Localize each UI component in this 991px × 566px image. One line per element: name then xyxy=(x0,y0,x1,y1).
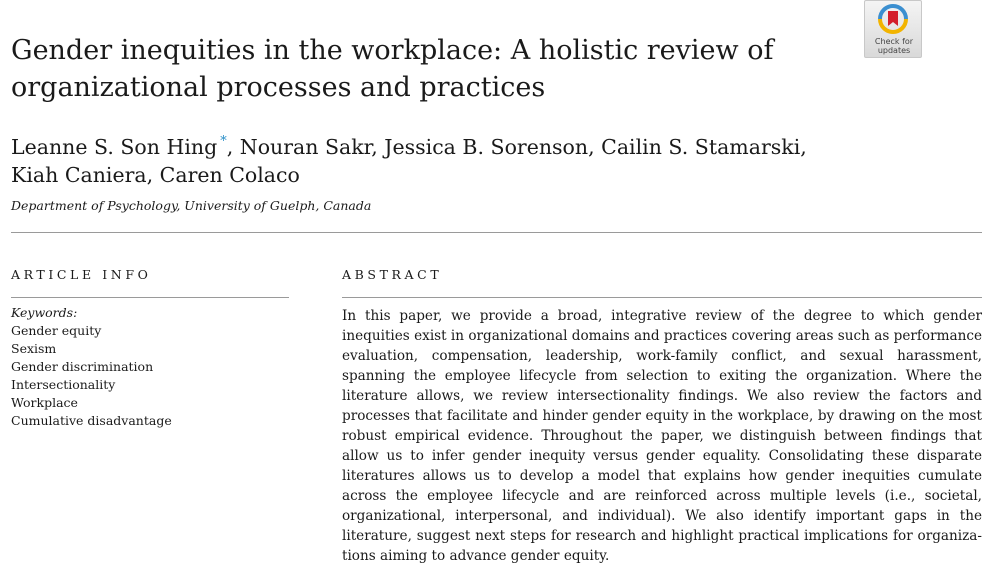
corresponding-author-link[interactable]: * xyxy=(220,134,227,149)
keyword-item: Gender equity xyxy=(11,323,102,338)
abstract-text: In this paper, we provide a broad, integrative review of the degree to which gender inequities exist in organizational domains and practices covering areas such as performance evaluation, compensation, leadership, work-family conflict, and sexual harassment, spanning the employee lifecycle from selection to exiting the organization. Where the literature allows, we review intersectionality findings. We also review the factors and processes that facilitate and hinder gender equity in the workplace, by drawing on the most robust empirical evidence. Throughout the paper, we distinguish between findings that allow us to infer gender inequity versus gender equality. Consolidating these disparate literatures allows us to develop a model that explains how gender inequities cumulate across the employee lifecycle and are reinforced across multiple levels (i.e., societal, organizational, interpersonal, and individual). We also identify important gaps in the literature, suggest next steps for research and highlight practical implications for organiza-tions aiming to advance gender equity. xyxy=(342,308,982,564)
keyword-item: Gender discrimination xyxy=(11,359,154,374)
author-line-2: Kiah Caniera, Caren Colaco xyxy=(11,163,300,187)
keywords-block xyxy=(11,304,172,430)
keyword-item: Workplace xyxy=(11,395,78,410)
badge-label-line2: updates xyxy=(877,46,911,55)
abstract-divider xyxy=(342,297,982,298)
header-divider xyxy=(11,232,982,233)
badge-label xyxy=(865,37,923,55)
author-first: Leanne S. Son Hing xyxy=(11,135,218,159)
author-list xyxy=(11,128,831,189)
abstract-heading: ABSTRACT xyxy=(342,267,443,282)
bookmark-ring-icon xyxy=(878,4,908,34)
article-info-heading: ARTICLE INFO xyxy=(11,267,152,282)
keyword-item: Sexism xyxy=(11,341,57,356)
keyword-item: Cumulative disadvantage xyxy=(11,413,172,428)
badge-label-line1: Check for xyxy=(874,37,914,46)
affiliation: Department of Psychology, University of Guelph, Canada xyxy=(11,198,372,213)
keywords-label: Keywords: xyxy=(11,305,78,320)
keyword-item: Intersectionality xyxy=(11,377,116,392)
article-info-divider xyxy=(11,297,289,298)
author-rest: , Nouran Sakr, Jessica B. Sorenson, Cailin S. Stamarski, xyxy=(226,135,807,159)
check-for-updates-button[interactable] xyxy=(864,0,922,58)
article-title: Gender inequities in the workplace: A holistic review of organizational processes and practices xyxy=(11,35,774,103)
author-line-1 xyxy=(11,128,831,161)
